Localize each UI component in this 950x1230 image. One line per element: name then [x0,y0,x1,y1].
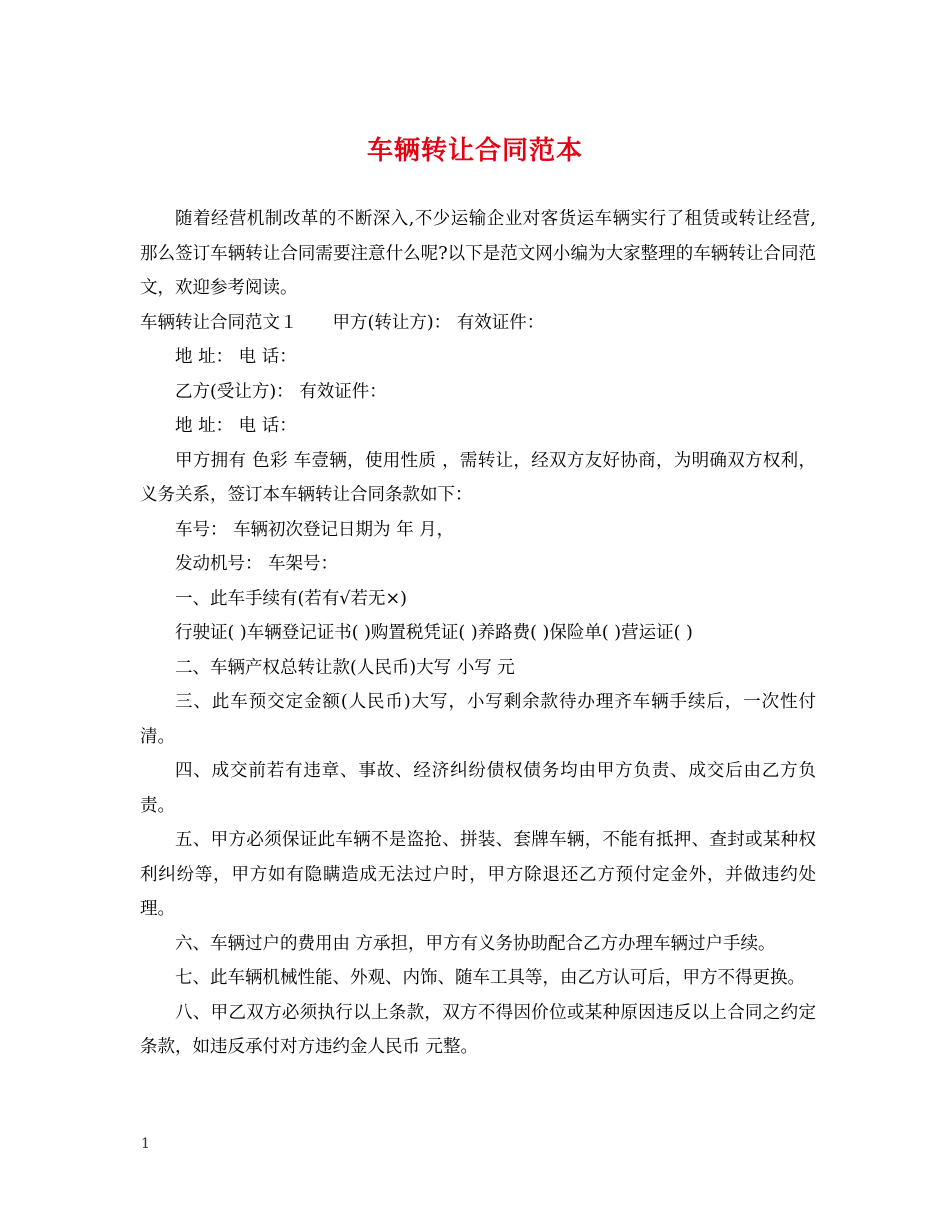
document-body [140,202,816,1065]
document-title: 车辆转让合同范本 [366,136,583,166]
party-a-address-line: 地 址： 电 话： [175,347,297,367]
clause-7: 七、此车辆机械性能、外观、内饰、随车工具等，由乙方认可后，甲方不得更换。 [175,968,805,988]
clause-4: 四、成交前若有违章、事故、经济纠纷债权债务均由甲方负责、成交后由乙方负责。 [140,761,816,816]
documents-checklist: 行驶证( )车辆登记证书( )购置税凭证( )养路费( )保险单( )营运证( ) [175,623,693,643]
intro-paragraph: 随着经营机制改革的不断深入,不少运输企业对客货运车辆实行了租赁或转让经营,那么签订车辆转让合同需要注意什么呢?以下是范文网小编为大家整理的车辆转让合同范文，欢迎参考阅读。 [140,209,816,298]
party-b-line: 乙方(受让方)： 有效证件： [175,381,387,402]
vehicle-ownership-paragraph: 甲方拥有 色彩 车壹辆，使用性质 ，需转让，经双方友好协商，为明确双方权利，义务关系，签订本车辆转让合同条款如下： [140,450,816,505]
page-number: 1 [141,1136,150,1152]
plate-number-line: 车号： 车辆初次登记日期为 年 月， [175,519,455,540]
clause-2: 二、车辆产权总转让款(人民币)大写 小写 元 [175,657,515,678]
clause-6: 六、车辆过户的费用由 方承担，甲方有义务协助配合乙方办理车辆过户手续。 [175,933,776,954]
party-a-line: 车辆转让合同范文１ 甲方(转让方)： 有效证件： [140,312,545,333]
party-b-address-line: 地 址： 电 话： [175,416,297,436]
clause-1: 一、此车手续有(若有√若无×) [175,588,407,609]
engine-number-line: 发动机号： 车架号： [175,554,339,574]
clause-3: 三、此车预交定金额(人民币)大写，小写剩余款待办理齐车辆手续后，一次性付清。 [140,692,816,747]
clause-8: 八、甲乙双方必须执行以上条款，双方不得因价位或某种原因违反以上合同之约定条款，如违反承付对方违约金人民币 元整。 [140,1002,816,1057]
clause-5: 五、甲方必须保证此车辆不是盗抢、拼装、套牌车辆，不能有抵押、查封或某种权利纠纷等，甲方如有隐瞒造成无法过户时，甲方除退还乙方预付定金外，并做违约处理。 [140,830,816,919]
